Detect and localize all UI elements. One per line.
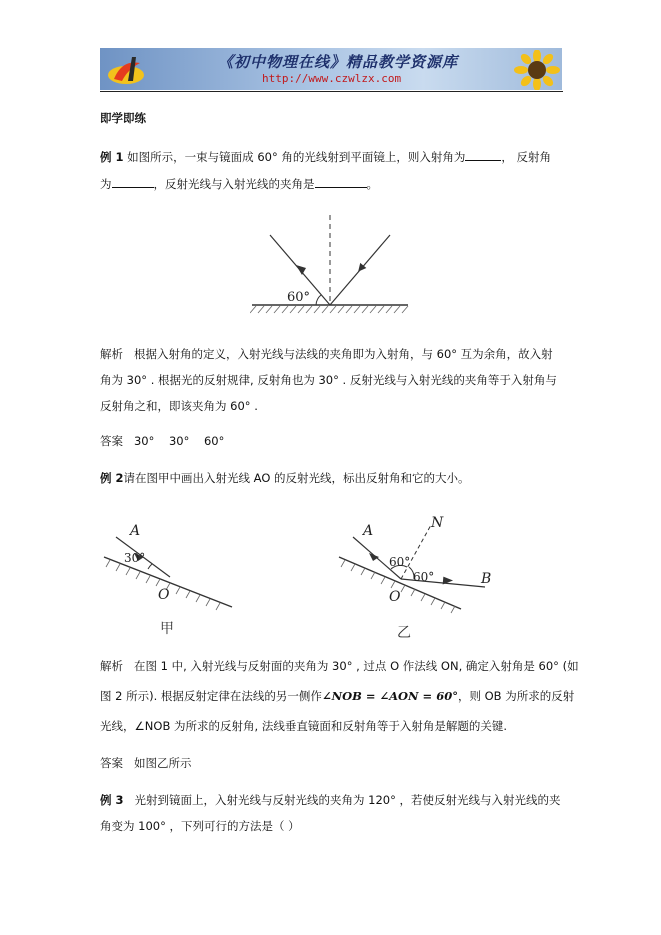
ex1-analysis-line2: 角为 30° . 根据光的反射规律, 反射角也为 30° . 反射光线与入射光线的夹角等于入射角与 xyxy=(100,373,557,387)
ex3-line2: 角变为 100° ，下列可行的方法是（ ） xyxy=(100,819,300,833)
ex2-analysis-text-1: 在图 1 中, 入射光线与反射面的夹角为 30° , 过点 O 作法线 ON, 确定入射角是 60° (如 xyxy=(133,659,579,673)
mirror-hatching xyxy=(250,306,408,313)
label-O-a: O xyxy=(158,587,170,603)
ex1-answer xyxy=(100,433,224,449)
label-A-b: A xyxy=(363,523,374,539)
ex3-text-1: 光射到镜面上，入射光线与反射光线的夹角为 120° ，若使反射光线与入射光线的夹 xyxy=(134,793,561,807)
incident-arrow-icon xyxy=(296,265,306,275)
ex2-answer-text: 如图乙所示 xyxy=(133,756,192,770)
ex2-analysis-text-2: 图 2 所示). 根据反射定律在法线的另一侧作 xyxy=(100,689,322,703)
figure-1-reflection xyxy=(250,205,410,317)
angle-arc xyxy=(316,295,321,305)
ex1-text-4: ，反射光线与入射光线的夹角是 xyxy=(153,177,315,191)
caption-a: 甲 xyxy=(160,621,174,637)
ex1-analysis-text-1: 根据入射角的定义，入射光线与法线的夹角即为入射角，与 60° 互为余角，故入射 xyxy=(133,347,553,361)
ex2-analysis-text-3: ，则 OB 为所求的反射 xyxy=(457,689,575,703)
angle-label-a: 30° xyxy=(124,551,146,565)
label-N-b: N xyxy=(431,515,444,531)
ex1-line2 xyxy=(100,176,378,192)
answer-blank-3 xyxy=(315,176,367,188)
ex2-line xyxy=(100,470,470,486)
ex1-text-5: 。 xyxy=(366,177,378,191)
ex2-answer-label: 答案 xyxy=(100,756,123,770)
ex2-label: 例 2 xyxy=(100,471,124,485)
ex1-analysis-label: 解析 xyxy=(100,347,123,361)
figure-2b xyxy=(335,515,510,645)
equation: ∠NOB = ∠AON = 60° xyxy=(321,689,458,703)
ex3-line1 xyxy=(100,792,561,808)
angle-label-b1: 60° xyxy=(389,555,411,569)
ex2-analysis-line2 xyxy=(100,688,574,704)
ex1-answer-values: 30° 30° 60° xyxy=(133,434,225,448)
header-rule xyxy=(100,91,563,92)
section-title: 即学即练 xyxy=(100,111,146,125)
header-banner xyxy=(100,48,562,90)
ex1-label: 例 1 xyxy=(100,150,124,164)
answer-blank-2 xyxy=(112,176,154,188)
ex2-analysis-label: 解析 xyxy=(100,659,123,673)
label-O-b: O xyxy=(389,589,401,605)
ex2-text: 请在图甲中画出入射光线 AO 的反射光线，标出反射角和它的大小。 xyxy=(123,471,470,485)
figure-2a xyxy=(100,515,240,645)
label-B-b: B xyxy=(481,571,492,587)
banner-url: http://www.czwlzx.com xyxy=(262,72,402,85)
angle-label: 60° xyxy=(287,290,311,305)
angle-arc-a xyxy=(148,564,152,569)
site-logo-icon xyxy=(106,51,150,87)
ex2-analysis-line3: 光线，∠NOB 为所求的反射角, 法线垂直镜面和反射角等于入射角是解题的关键. xyxy=(100,719,507,733)
ex1-answer-label: 答案 xyxy=(100,434,123,448)
incident-arrow-icon-b xyxy=(369,553,379,561)
ex1-line1 xyxy=(100,149,551,165)
banner-title: 《初中物理在线》精品教学资源库 xyxy=(218,53,459,71)
label-A-a: A xyxy=(130,523,141,539)
ex1-analysis-line3: 反射角之和，即该夹角为 60° . xyxy=(100,399,258,413)
ex3-label: 例 3 xyxy=(100,793,124,807)
ex1-analysis-line1 xyxy=(100,346,553,362)
ex1-text-2: ， 反射角 xyxy=(501,150,552,164)
caption-b: 乙 xyxy=(397,625,411,641)
angle-label-b2: 60° xyxy=(413,570,435,584)
ex1-text-1: 如图所示，一束与镜面成 60° 角的光线射到平面镜上，则入射角为 xyxy=(127,150,466,164)
ex1-text-3: 为 xyxy=(100,177,112,191)
sunflower-icon xyxy=(514,50,560,90)
ex2-answer xyxy=(100,755,191,771)
ex2-analysis-line1 xyxy=(100,658,579,674)
answer-blank-1 xyxy=(465,149,501,161)
